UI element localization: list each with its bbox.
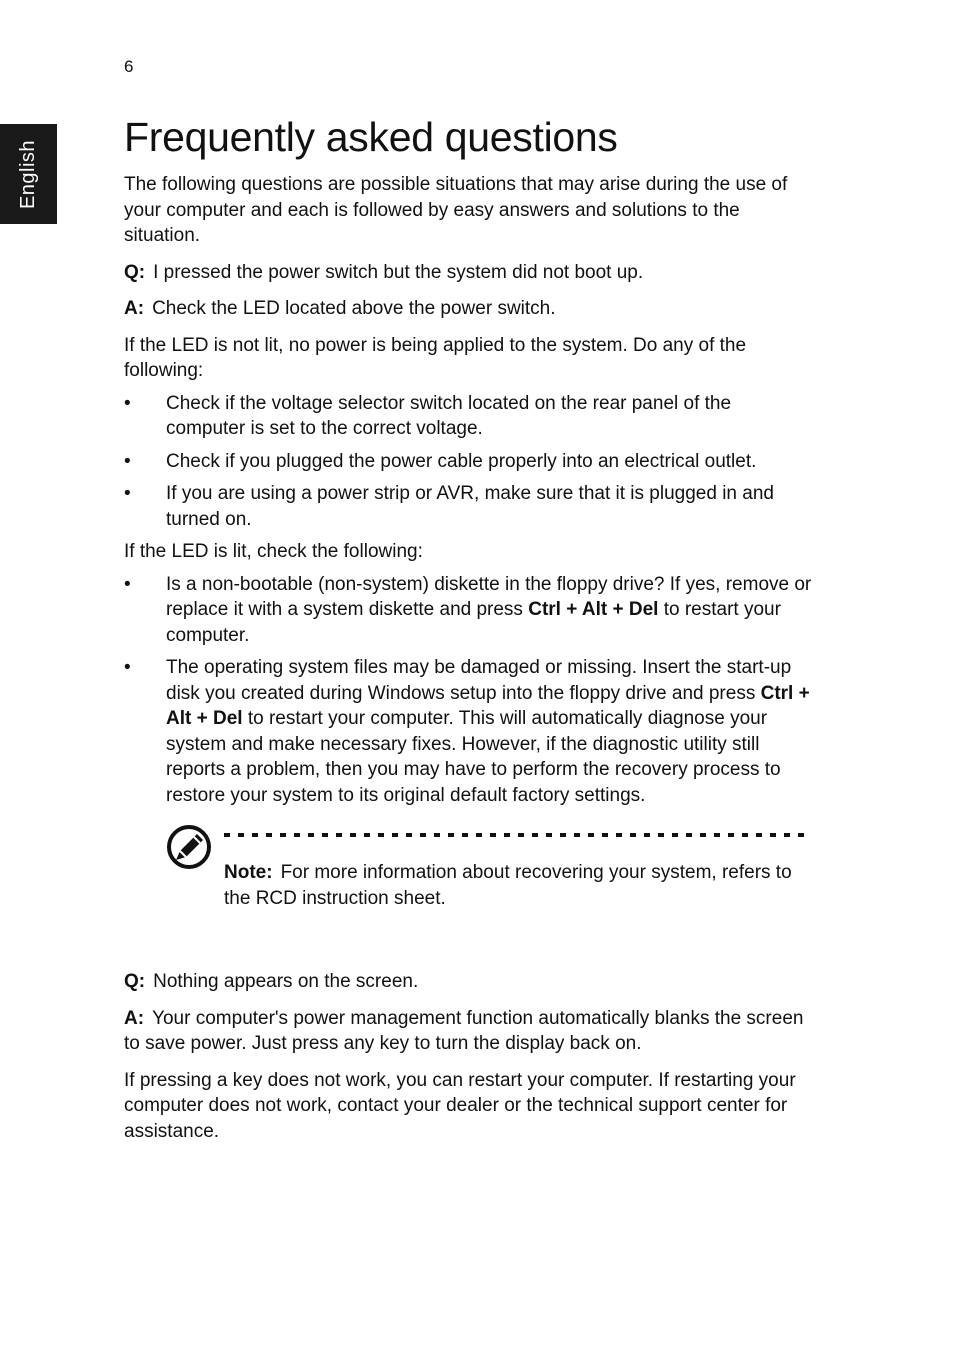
- note-text: [224, 860, 804, 911]
- note-box: [124, 822, 814, 914]
- question-2: [124, 969, 814, 995]
- key-combination: Ctrl + Alt + Del: [528, 599, 659, 620]
- key-combination: Ctrl + Alt + Del: [166, 682, 810, 729]
- question-label: Q:: [124, 971, 146, 992]
- answer-text: Your computer's power management function automatically blanks the screen to save power. Just press any key to turn the display back on.: [124, 1007, 804, 1054]
- list-item: • If you are using a power strip or AVR, make sure that it is plugged in and turned on.: [124, 481, 814, 532]
- page-content: [124, 110, 814, 1144]
- answer-label: A:: [124, 1007, 145, 1029]
- list-item: [124, 655, 814, 808]
- list-item-text: to restart your computer.: [166, 599, 781, 646]
- list-item: • Check if the voltage selector switch located on the rear panel of the computer is set to the correct voltage.: [124, 391, 814, 442]
- question-text: I pressed the power switch but the system did not boot up.: [153, 261, 644, 283]
- page-number: 6: [124, 57, 134, 76]
- page-title: Frequently asked questions: [124, 114, 618, 160]
- note-body: For more information about recovering your system, refers to the RCD instruction sheet.: [224, 862, 792, 909]
- note-label: Note:: [224, 862, 273, 883]
- closing-paragraph: If pressing a key does not work, you can restart your computer. If restarting your computer does not work, contact your dealer or the technical support center for assistance.: [124, 1069, 796, 1142]
- list-item-text: to restart your computer. This will automatically diagnose your system and make necessary fixes. However, if the diagnostic utility still reports a problem, then you may have to perform the recovery process to restore your system to its original default factory settings.: [166, 708, 781, 806]
- language-tab: [0, 124, 57, 224]
- question-1: [124, 260, 814, 286]
- intro-paragraph: The following questions are possible situations that may arise during the use of your computer and each is followed by easy answers and solutions to the situation.: [124, 174, 788, 246]
- question-text: Nothing appears on the screen.: [153, 971, 419, 992]
- question-label: Q:: [124, 261, 146, 283]
- led-not-lit-paragraph: If the LED is not lit, no power is being applied to the system. Do any of the following:: [124, 334, 747, 381]
- answer-text: Check the LED located above the power switch.: [152, 298, 556, 319]
- answer-1: [124, 296, 814, 322]
- list-item: [124, 572, 814, 649]
- list-item-text: The operating system files may be damaged or missing. Insert the start-up disk you created during Windows setup into the floppy drive and press: [166, 657, 792, 704]
- answer-2: [124, 1006, 814, 1057]
- note-pencil-icon: [166, 824, 212, 870]
- list-item-text: Is a non-bootable (non-system) diskette in the floppy drive? If yes, remove or replace it with a system diskette and press: [166, 573, 812, 620]
- list-item: • Check if you plugged the power cable properly into an electrical outlet.: [124, 449, 814, 475]
- answer-label: A:: [124, 298, 145, 319]
- not-lit-list: [124, 391, 814, 533]
- lit-list: [124, 572, 814, 809]
- note-dotted-rule: [224, 833, 809, 837]
- led-lit-paragraph: If the LED is lit, check the following:: [124, 541, 423, 562]
- language-tab-label: English: [17, 139, 40, 209]
